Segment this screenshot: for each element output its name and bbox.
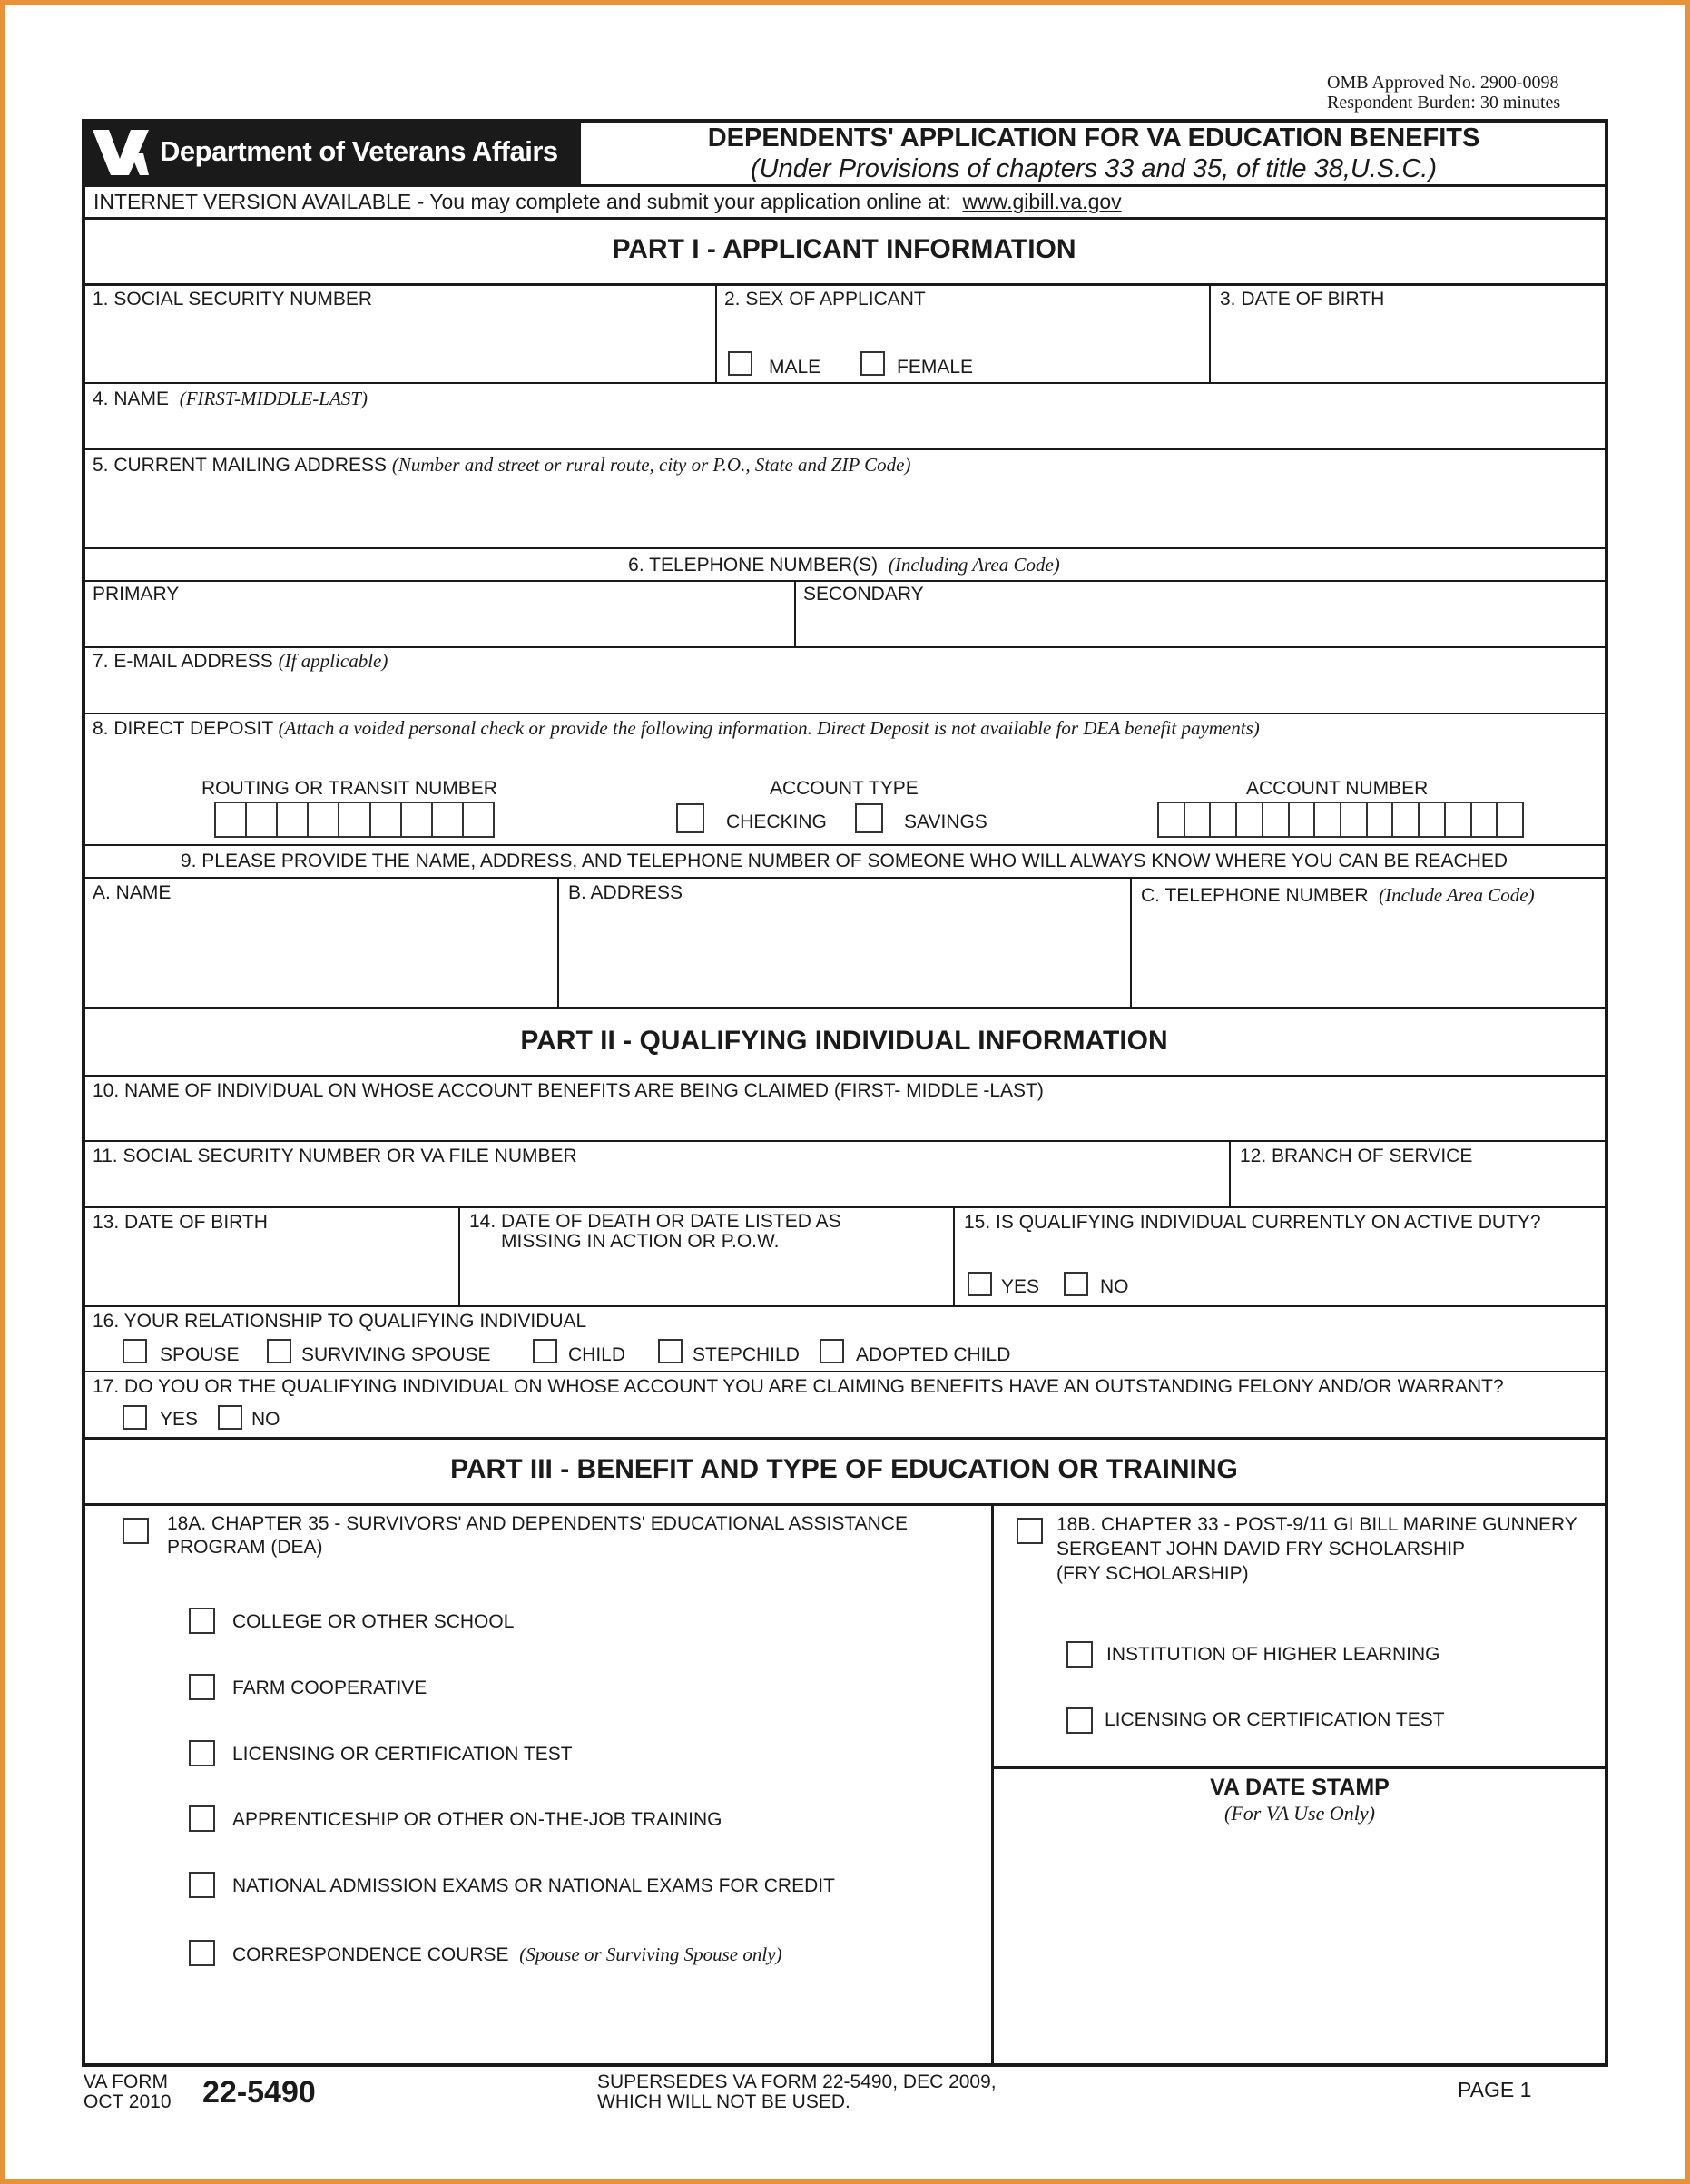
q2-label: 2. SEX OF APPLICANT [724,289,926,310]
q16-label: 16. YOUR RELATIONSHIP TO QUALIFYING INDIVIDUAL [93,1311,587,1332]
q18a-label: 18A. CHAPTER 35 - SURVIVORS' AND DEPENDENTS' EDUCATIONAL ASSISTANCE PROGRAM (DEA) [167,1513,908,1558]
account-number-label: ACCOUNT NUMBER [1246,778,1429,799]
farm-cooperative-checkbox[interactable] [189,1674,215,1700]
apprenticeship-checkbox[interactable] [189,1805,215,1832]
licensing-b-label: LICENSING OR CERTIFICATION TEST [1105,1709,1445,1730]
checking-label: CHECKING [726,812,827,832]
form-number: 22-5490 [202,2075,316,2110]
va-seal-icon [89,126,154,179]
q6-label: 6. TELEPHONE NUMBER(S) (Including Area Code) [628,554,1060,576]
adopted-child-checkbox[interactable] [820,1339,844,1363]
farm-cooperative-label: FARM COOPERATIVE [232,1677,427,1698]
apprenticeship-label: APPRENTICESHIP OR OTHER ON-THE-JOB TRAINING [232,1809,722,1830]
child-label: CHILD [568,1344,626,1365]
account-type-label: ACCOUNT TYPE [770,778,919,799]
male-label: MALE [769,357,821,378]
college-label: COLLEGE OR OTHER SCHOOL [232,1611,515,1632]
supersedes-note: SUPERSEDES VA FORM 22-5490, DEC 2009, WHICH WILL NOT BE USED. [597,2071,997,2112]
surviving-spouse-label: SURVIVING SPOUSE [301,1344,491,1365]
omb-approved: OMB Approved No. 2900-0098 [1327,73,1559,93]
licensing-b-checkbox[interactable] [1066,1707,1093,1734]
licensing-a-label: LICENSING OR CERTIFICATION TEST [232,1744,573,1765]
q17-label: 17. DO YOU OR THE QUALIFYING INDIVIDUAL ON WHOSE ACCOUNT YOU ARE CLAIMING BENEFITS HAVE AN OUTSTANDING FELONY AND/OR WARRANT? [93,1376,1504,1397]
female-checkbox[interactable] [860,351,885,376]
q15-label: 15. IS QUALIFYING INDIVIDUAL CURRENTLY ON ACTIVE DUTY? [964,1212,1541,1233]
q12-label: 12. BRANCH OF SERVICE [1240,1146,1473,1166]
national-exams-label: NATIONAL ADMISSION EXAMS OR NATIONAL EXAMS FOR CREDIT [232,1875,835,1896]
q18b-checkbox[interactable] [1017,1518,1043,1544]
stepchild-label: STEPCHILD [693,1344,800,1365]
q10-label: 10. NAME OF INDIVIDUAL ON WHOSE ACCOUNT BENEFITS ARE BEING CLAIMED (FIRST- MIDDLE -LAST) [93,1080,1044,1101]
q17-yes-label: YES [160,1409,199,1430]
q9c-label: C. TELEPHONE NUMBER (Include Area Code) [1141,884,1535,906]
primary-label: PRIMARY [93,584,180,605]
q1-label: 1. SOCIAL SECURITY NUMBER [93,289,373,310]
q17-no-label: NO [251,1409,280,1430]
footer-form-info: VA FORM OCT 2010 [84,2071,172,2112]
licensing-a-checkbox[interactable] [189,1740,215,1766]
gibill-link[interactable]: www.gibill.va.gov [962,190,1122,213]
q8-label: 8. DIRECT DEPOSIT (Attach a voided personal check or provide the following information. Direct Deposit is not available for DEA benefit payments) [93,717,1260,739]
spouse-checkbox[interactable] [123,1339,147,1363]
q4-label: 4. NAME (FIRST-MIDDLE-LAST) [93,388,368,409]
male-checkbox[interactable] [728,351,752,376]
spouse-label: SPOUSE [160,1344,240,1365]
part2-title: PART II - QUALIFYING INDIVIDUAL INFORMATION [520,1026,1168,1056]
q9-label: 9. PLEASE PROVIDE THE NAME, ADDRESS, AND TELEPHONE NUMBER OF SOMEONE WHO WILL ALWAYS KNOW WHERE YOU CAN BE REACHED [180,851,1508,871]
routing-number-boxes[interactable] [214,802,495,838]
surviving-spouse-checkbox[interactable] [267,1339,291,1363]
part1-title: PART I - APPLICANT INFORMATION [612,234,1076,264]
va-date-stamp-title: VA DATE STAMP [1210,1775,1390,1800]
internet-note: INTERNET VERSION AVAILABLE - You may complete and submit your application online at: www.gibill.va.gov [93,190,1122,213]
female-label: FEMALE [897,357,974,378]
q9b-label: B. ADDRESS [568,882,683,903]
q17-yes-checkbox[interactable] [123,1405,147,1430]
form-subtitle: (Under Provisions of chapters 33 and 35, of title 38,U.S.C.) [751,154,1437,183]
respondent-burden: Respondent Burden: 30 minutes [1327,93,1561,113]
secondary-label: SECONDARY [803,584,924,605]
part3-title: PART III - BENEFIT AND TYPE OF EDUCATION OR TRAINING [450,1454,1238,1484]
omb-info [1327,73,1560,113]
stepchild-checkbox[interactable] [658,1339,683,1363]
q15-no-checkbox[interactable] [1064,1272,1088,1296]
q5-label: 5. CURRENT MAILING ADDRESS (Number and street or rural route, city or P.O., State and ZIP Code) [93,454,911,476]
college-checkbox[interactable] [189,1608,215,1634]
q11-label: 11. SOCIAL SECURITY NUMBER OR VA FILE NUMBER [93,1146,577,1166]
q3-label: 3. DATE OF BIRTH [1220,289,1385,310]
correspondence-checkbox[interactable] [189,1940,215,1966]
savings-label: SAVINGS [904,812,987,832]
account-number-boxes[interactable] [1157,802,1524,838]
page-number: PAGE 1 [1458,2078,1532,2101]
correspondence-label: CORRESPONDENCE COURSE (Spouse or Surviving Spouse only) [232,1943,782,1965]
q7-label: 7. E-MAIL ADDRESS (If applicable) [93,650,388,672]
q18a-checkbox[interactable] [123,1518,149,1544]
checking-checkbox[interactable] [676,803,704,833]
q15-yes-label: YES [1001,1276,1040,1297]
national-exams-checkbox[interactable] [189,1872,215,1898]
va-date-stamp-hint: (For VA Use Only) [1224,1802,1375,1825]
q15-yes-checkbox[interactable] [968,1272,992,1296]
adopted-child-label: ADOPTED CHILD [856,1344,1011,1365]
va-logo-banner [84,121,579,184]
q17-no-checkbox[interactable] [218,1405,242,1430]
child-checkbox[interactable] [533,1339,557,1363]
q13-label: 13. DATE OF BIRTH [93,1212,268,1233]
higher-learning-checkbox[interactable] [1066,1641,1093,1668]
higher-learning-label: INSTITUTION OF HIGHER LEARNING [1106,1644,1440,1665]
q9a-label: A. NAME [93,882,172,903]
agency-name: Department of Veterans Affairs [160,135,558,167]
q18b-label: 18B. CHAPTER 33 - POST-9/11 GI BILL MARINE GUNNERY SERGEANT JOHN DAVID FRY SCHOLARSHIP (FRY SCHOLARSHIP) [1056,1514,1577,1584]
form-title: DEPENDENTS' APPLICATION FOR VA EDUCATION BENEFITS [707,123,1480,152]
savings-checkbox[interactable] [855,803,883,833]
q14-label: 14. DATE OF DEATH OR DATE LISTED AS MISSING IN ACTION OR P.O.W. [469,1211,841,1252]
q15-no-label: NO [1100,1276,1129,1297]
routing-label: ROUTING OR TRANSIT NUMBER [201,778,497,799]
